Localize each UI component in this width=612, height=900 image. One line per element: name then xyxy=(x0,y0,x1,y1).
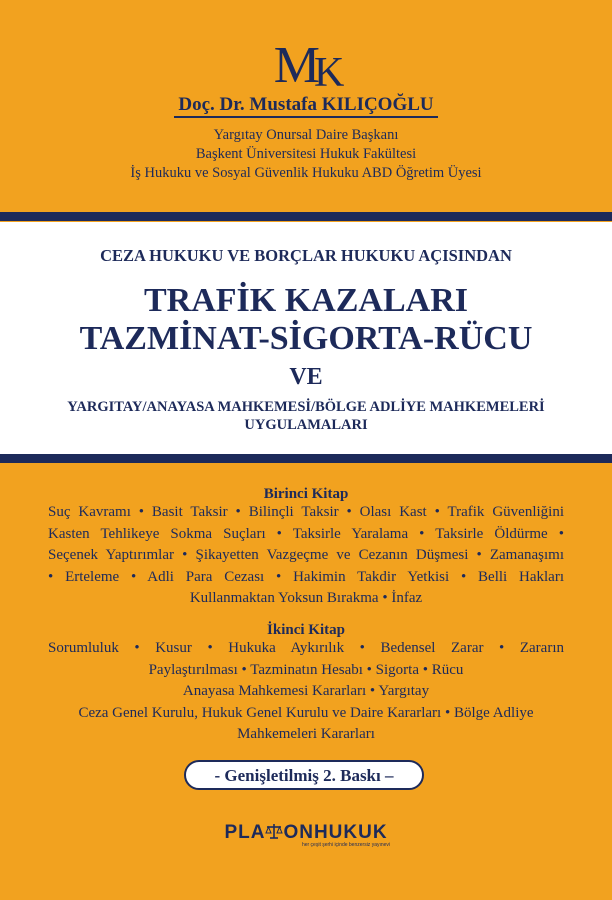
book-two-topics xyxy=(48,638,564,746)
author-affiliations xyxy=(0,126,612,183)
title-secondary xyxy=(0,398,612,434)
publisher-name-right: ON xyxy=(283,822,314,843)
book-subtitle: CEZA HUKUKU VE BORÇLAR HUKUKU AÇISINDAN xyxy=(100,246,512,265)
topic-line: Mahkemeleri Kararları xyxy=(237,726,375,742)
topic-line: Kullanmaktan Yoksun Bırakma • İnfaz xyxy=(189,590,423,606)
topic-line: Sorumluluk • Kusur • Hukuka Aykırılık • Bedensel Zarar • Zararın xyxy=(48,640,564,656)
publisher-tagline: her çeşit şerhi içinde benzersiz yayınevi xyxy=(301,842,391,848)
title-line-3: YARGITAY/ANAYASA MAHKEMESİ/BÖLGE ADLİYE MAHKEMELERİ xyxy=(67,399,545,415)
edition-badge: - Genişletilmiş 2. Baskı – xyxy=(184,760,424,790)
topic-line: Paylaştırılması • Tazminatın Hesabı • Sigorta • Rücu xyxy=(148,661,464,678)
affiliation-line: Başkent Üniversitesi Hukuk Fakültesi xyxy=(195,146,417,162)
publisher-name-left: PLA xyxy=(224,822,266,843)
book-one-heading: Birinci Kitap xyxy=(263,486,349,502)
topic-line: Anayasa Mahkemesi Kararları • Yargıtay xyxy=(182,683,430,699)
publisher-monogram-logo xyxy=(0,37,612,99)
bottom-divider xyxy=(0,454,612,463)
topic-line: Ceza Genel Kurulu, Hukuk Genel Kurulu ve Daire Kararları • Bölge Adliye xyxy=(78,704,534,721)
top-divider xyxy=(0,212,612,221)
title-line-2: TAZMİNAT-SİGORTA-RÜCU xyxy=(79,320,533,357)
publisher-name-suffix: HUKUK xyxy=(313,822,388,843)
title-line-4: UYGULAMALARI xyxy=(244,417,368,433)
book-title xyxy=(0,282,612,358)
title-conjunction: VE xyxy=(289,364,323,390)
author-name: Doç. Dr. Mustafa KILIÇOĞLU xyxy=(0,94,612,116)
affiliation-line: Yargıtay Onursal Daire Başkanı xyxy=(213,127,399,143)
topic-line: Kasten Tehlikeye Sokma Suçları • Taksirle Yaralama • Taksirle Öldürme • xyxy=(48,525,564,542)
affiliation-line: İş Hukuku ve Sosyal Güvenlik Hukuku ABD Öğretim Üyesi xyxy=(130,165,482,181)
logo-letter-m: M xyxy=(273,37,314,94)
book-one-topics xyxy=(48,502,564,610)
topic-line: Seçenek Yaptırımlar • Şikayetten Vazgeçme ve Cezanın Düşmesi • Zamanaşımı xyxy=(48,547,564,563)
logo-letter-k: K xyxy=(313,50,339,96)
title-line-1: TRAFİK KAZALARI xyxy=(144,282,468,319)
publisher-logo xyxy=(0,822,612,848)
topic-line: • Erteleme • Adli Para Cezası • Hakimin Takdir Yetkisi • Belli Hakları xyxy=(48,568,564,585)
title-band xyxy=(0,222,612,454)
book-two-heading: İkinci Kitap xyxy=(267,622,345,638)
scales-of-justice-icon xyxy=(265,822,283,840)
topic-line: Suç Kavramı • Basit Taksir • Bilinçli Taksir • Olası Kast • Trafik Güvenliğini xyxy=(48,504,564,520)
